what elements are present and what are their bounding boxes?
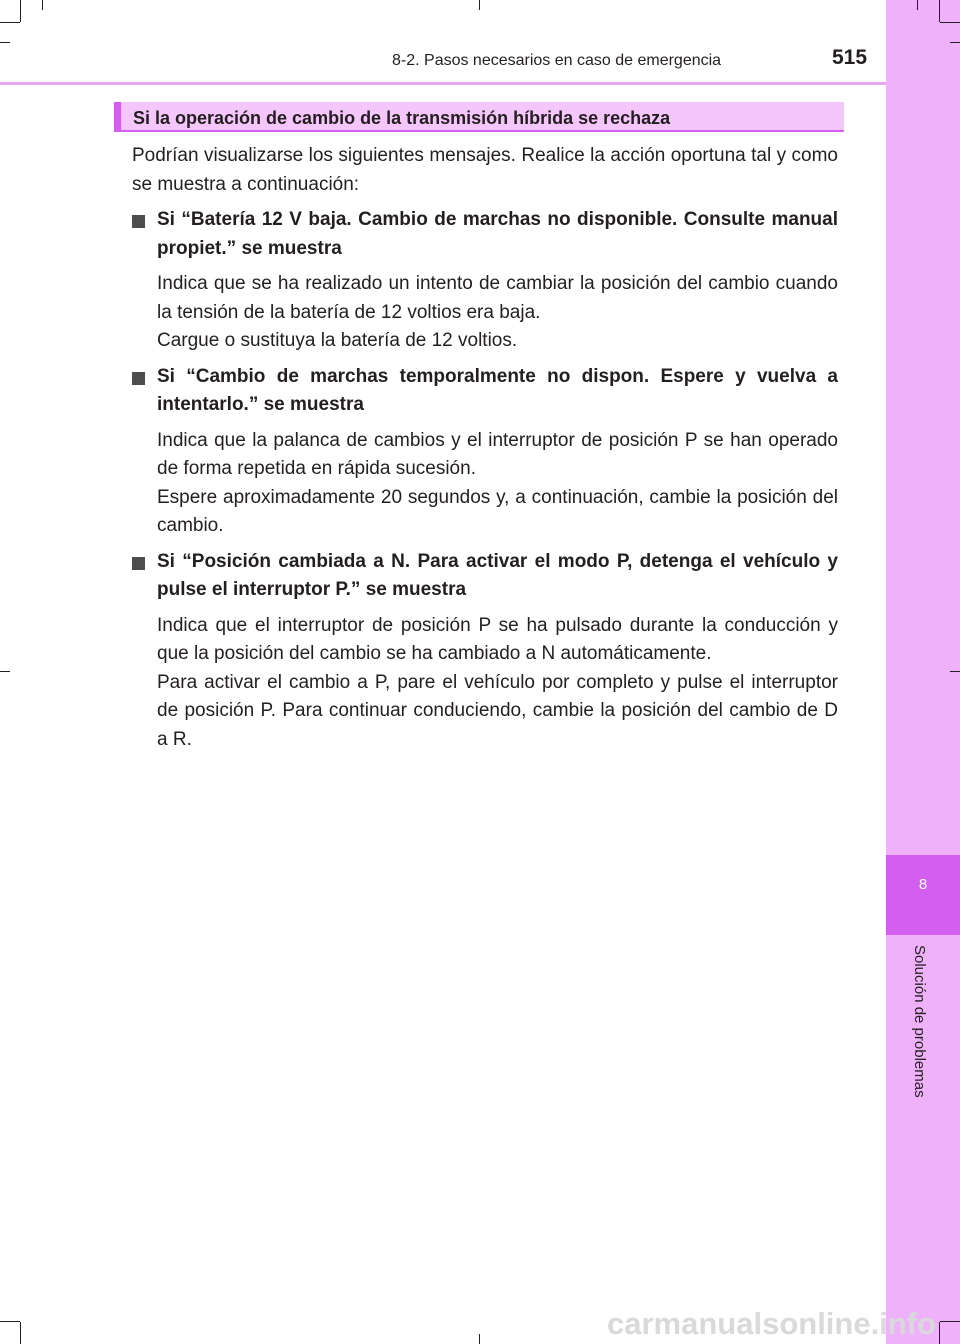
crop-mark [0, 22, 20, 23]
crop-mark [950, 42, 960, 43]
square-bullet-icon [132, 372, 145, 385]
square-bullet-icon [132, 215, 145, 228]
message-paragraph: Indica que se ha realizado un intento de cambiar la posición del cambio cuando la tensión de la batería de 12 voltios era baja. [157, 273, 838, 323]
message-item [132, 548, 838, 755]
main-content [132, 142, 838, 754]
message-item [132, 206, 838, 356]
crop-mark [0, 1321, 20, 1322]
section-heading-bar [114, 102, 844, 132]
chapter-side-tab [886, 0, 960, 1344]
square-bullet-icon [132, 557, 145, 570]
crop-mark [0, 42, 10, 43]
intro-paragraph: Podrían visualizarse los siguientes mensajes. Realice la acción oportuna tal y como se muestra a continuación: [132, 145, 838, 195]
watermark: carmanualsonline.info [607, 1306, 937, 1341]
message-heading: Si “Cambio de marchas temporalmente no dispon. Espere y vuelva a intentarlo.” se muestra [157, 365, 838, 415]
chapter-number-tab [886, 855, 960, 935]
chapter-label: Solución de problemas [911, 945, 928, 1098]
crop-mark [20, 1322, 21, 1344]
message-heading: Si “Batería 12 V baja. Cambio de marchas no disponible. Consulte manual propiet.” se muestra [157, 209, 838, 259]
crop-mark [917, 0, 918, 10]
crop-mark [0, 671, 10, 672]
crop-mark [42, 0, 43, 10]
message-paragraph: Para activar el cambio a P, pare el vehículo por completo y pulse el interruptor de posición P. Para continuar conduciendo, cambie la posición del cambio de D a R. [157, 671, 838, 750]
section-heading: Si la operación de cambio de la transmisión híbrida se rechaza [133, 108, 671, 128]
message-item [132, 363, 838, 541]
header-divider [0, 82, 886, 85]
crop-mark [20, 0, 21, 22]
section-title: 8-2. Pasos necesarios en caso de emergencia [392, 52, 722, 69]
crop-mark [479, 1334, 480, 1344]
crop-mark [939, 0, 940, 22]
message-paragraph: Indica que la palanca de cambios y el interruptor de posición P se han operado de forma repetida en rápida sucesión. [157, 429, 838, 479]
crop-mark [940, 1321, 960, 1322]
crop-mark [939, 1322, 940, 1344]
message-heading: Si “Posición cambiada a N. Para activar el modo P, detenga el vehículo y pulse el interruptor P.” se muestra [157, 550, 838, 600]
message-paragraph: Indica que el interruptor de posición P se ha pulsado durante la conducción y que la posición del cambio se ha cambiado a N automáticamente. [157, 614, 838, 664]
chapter-number: 8 [918, 876, 928, 893]
crop-mark [940, 22, 960, 23]
message-paragraph: Cargue o sustituya la batería de 12 voltios. [157, 330, 518, 351]
message-paragraph: Espere aproximadamente 20 segundos y, a continuación, cambie la posición del cambio. [157, 486, 838, 536]
crop-mark [950, 671, 960, 672]
crop-mark [479, 0, 480, 10]
page-number: 515 [832, 46, 868, 69]
